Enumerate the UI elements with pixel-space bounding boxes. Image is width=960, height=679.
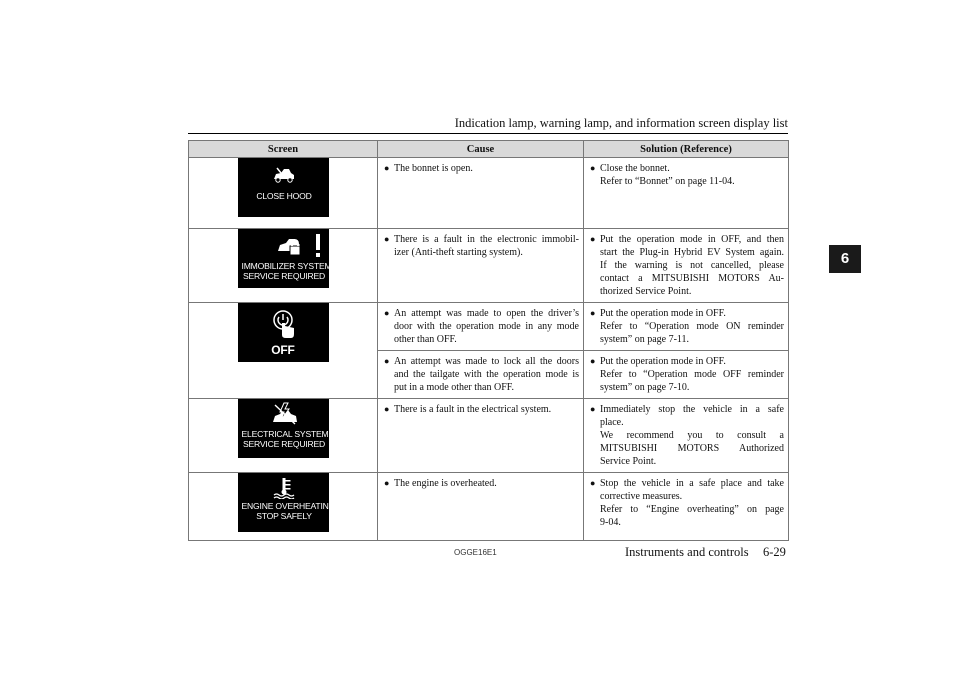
screen-text-line: OFF	[271, 343, 295, 357]
page-number: 6-29	[763, 545, 786, 559]
bullet-icon: ●	[384, 308, 390, 318]
screen-cell	[189, 229, 378, 303]
bullet-icon: ●	[384, 163, 390, 173]
screen-cell	[189, 303, 378, 399]
column-header-cause: Cause	[378, 141, 584, 158]
cause-text: put in a mode other than OFF.	[394, 382, 515, 393]
footer-section-title: Instruments and controls	[625, 545, 749, 559]
solution-text: Close the bonnet.	[600, 163, 670, 174]
cause-text: door with the operation mode in any mode	[394, 321, 579, 332]
electrical-fault-car-icon	[270, 402, 300, 426]
power-switch-touch-icon	[271, 309, 297, 339]
screen-text-line: CLOSE HOOD	[256, 191, 312, 201]
display-screen-immobilizer	[238, 229, 332, 288]
bullet-icon: ●	[384, 404, 390, 414]
warning-display-table	[188, 140, 789, 541]
bullet-icon: ●	[590, 356, 596, 366]
solution-text: Stop the vehicle in a safe place and take	[600, 478, 784, 489]
cause-text: An attempt was made to open the driver’s	[394, 308, 579, 319]
cause-text: and the tailgate with the operation mode is	[394, 369, 579, 380]
document-code: OGGE16E1	[454, 548, 497, 557]
cause-text: An attempt was made to lock all the doors	[394, 356, 579, 367]
bullet-icon: ●	[590, 404, 596, 414]
screen-cell	[189, 158, 378, 229]
solution-text: start the Plug-in Hybrid EV System again.	[600, 247, 784, 258]
chapter-tab: 6	[829, 245, 861, 273]
cause-text: The engine is overheated.	[394, 478, 497, 489]
screen-text-line: ENGINE OVERHEATING	[241, 501, 336, 511]
solution-text: Put the operation mode in OFF.	[600, 356, 726, 367]
cause-cell	[378, 158, 584, 229]
solution-cell	[584, 303, 789, 351]
solution-text: Service Point.	[600, 456, 657, 467]
table-row	[189, 158, 789, 229]
solution-text: MITSUBISHI MOTORS Authorized	[600, 443, 784, 454]
display-screen-electrical-system	[238, 399, 329, 458]
cause-cell	[378, 351, 584, 399]
screen-text-line: SERVICE REQUIRED	[242, 271, 326, 281]
bullet-icon: ●	[384, 234, 390, 244]
solution-text: system” on page 7-11.	[600, 334, 690, 345]
screen-text-line: SERVICE REQUIRED	[242, 439, 326, 449]
solution-cell	[584, 229, 789, 303]
solution-cell	[584, 473, 789, 541]
solution-text: 9-04.	[600, 517, 621, 528]
bullet-icon: ●	[590, 308, 596, 318]
solution-text: If the warning is not cancelled, please	[600, 260, 784, 271]
table-row	[189, 303, 789, 351]
display-screen-close-hood	[238, 158, 329, 217]
solution-text: Put the operation mode in OFF.	[600, 308, 726, 319]
solution-cell	[584, 351, 789, 399]
coolant-temperature-icon	[273, 477, 295, 499]
solution-text: Refer to “Engine overheating” on page	[600, 504, 784, 515]
table-row	[189, 229, 789, 303]
header-rule	[188, 133, 788, 134]
display-screen-operation-mode-off	[238, 303, 329, 362]
solution-text: Refer to “Operation mode ON reminder	[600, 321, 784, 332]
cause-text: The bonnet is open.	[394, 163, 473, 174]
bullet-icon: ●	[590, 478, 596, 488]
bullet-icon: ●	[384, 356, 390, 366]
solution-text: corrective measures.	[600, 491, 683, 502]
solution-text: system” on page 7-10.	[600, 382, 690, 393]
screen-text-line: IMMOBILIZER SYSTEM	[241, 261, 332, 271]
cause-cell	[378, 399, 584, 473]
solution-text: contact a MITSUBISHI MOTORS Au-	[600, 273, 784, 284]
display-screen-engine-overheating	[238, 473, 336, 532]
cause-text: There is a fault in the electrical system.	[394, 404, 552, 415]
table-row	[189, 399, 789, 473]
column-header-screen: Screen	[189, 141, 378, 158]
screen-cell	[189, 473, 378, 541]
cause-cell	[378, 473, 584, 541]
screen-text-line: STOP SAFELY	[256, 511, 312, 521]
screen-text-line: ELECTRICAL SYSTEM	[241, 429, 329, 439]
cause-text: other than OFF.	[394, 334, 457, 345]
bullet-icon: ●	[590, 234, 596, 244]
solution-text: Immediately stop the vehicle in a safe	[600, 404, 784, 415]
bullet-icon: ●	[590, 163, 596, 173]
solution-text: We recommend you to consult a	[600, 430, 784, 441]
screen-cell	[189, 399, 378, 473]
immobilizer-warning-icon	[276, 233, 324, 259]
bullet-icon: ●	[384, 478, 390, 488]
solution-text: Put the operation mode in OFF, and then	[600, 234, 784, 245]
table-row	[189, 473, 789, 541]
column-header-solution: Solution (Reference)	[584, 141, 789, 158]
solution-text: Refer to “Bonnet” on page 11-04.	[600, 176, 735, 187]
cause-text: There is a fault in the electronic immobil-	[394, 234, 579, 245]
table-header-row	[189, 141, 789, 158]
running-header: Indication lamp, warning lamp, and information screen display list	[454, 116, 788, 130]
solution-text: place.	[600, 417, 624, 428]
cause-cell	[378, 229, 584, 303]
cause-text: izer (Anti-theft starting system).	[394, 247, 523, 258]
cause-cell	[378, 303, 584, 351]
solution-cell	[584, 399, 789, 473]
solution-text: Refer to “Operation mode OFF reminder	[600, 369, 784, 380]
solution-cell	[584, 158, 789, 229]
solution-text: thorized Service Point.	[600, 286, 692, 297]
car-hood-open-icon	[272, 167, 296, 183]
